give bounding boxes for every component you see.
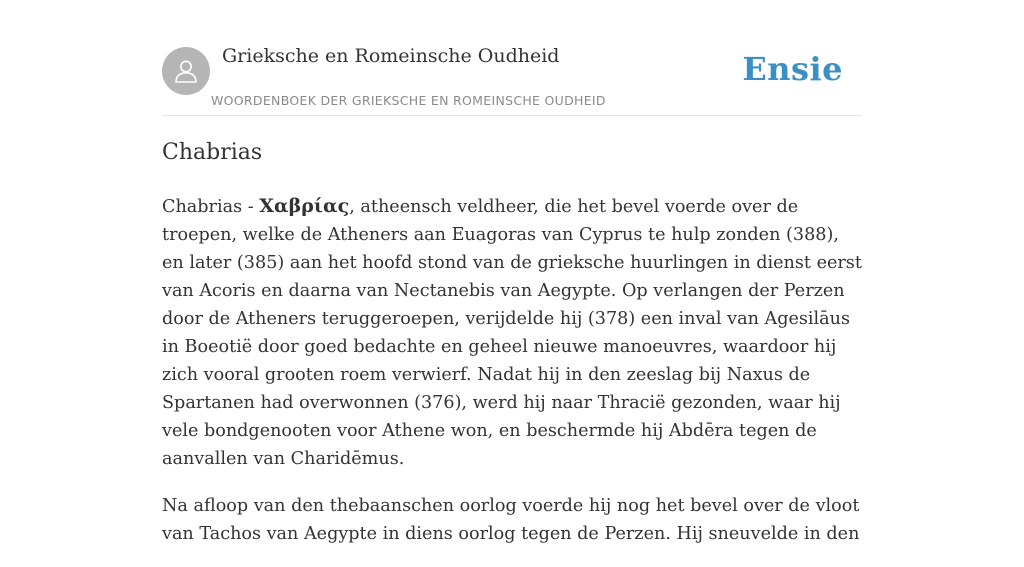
entry-body: [162, 192, 862, 567]
greek-term: Χαβρίας: [259, 195, 350, 217]
avatar[interactable]: [162, 47, 210, 95]
entry-paragraph-1: [162, 192, 862, 473]
site-header: [162, 0, 862, 116]
user-icon: [171, 56, 201, 86]
entry-lead: Chabrias -: [162, 197, 260, 217]
page-title: Chabrias: [162, 140, 263, 165]
entry-paragraph-1-text: , atheensch veldheer, die het bevel voerde over de troepen, welke de Atheners aan Euagoras van Cyprus te hulp zonden (388), en later (385) aan het hoofd stond van de grieksche huurlingen in dienst eerst van Acoris en daarna van Nectanebis van Aegypte. Op verlangen der Perzen door de Atheners teruggeroepen, verijdelde hij (378) een inval van Agesilāus in Boeotië door goed bedachte en geheel nieuwe manoeuvres, waardoor hij zich vooral grooten roem verwierf. Nadat hij in den zeeslag bij Naxus de Spartanen had overwonnen (376), werd hij naar Thracië gezonden, waar hij vele bondgenooten voor Athene won, en beschermde hij Abdēra tegen de aanvallen van Charidēmus.: [162, 197, 862, 469]
site-subtitle: WOORDENBOEK DER GRIEKSCHE EN ROMEINSCHE OUDHEID: [211, 93, 606, 108]
content-container: [162, 0, 862, 544]
site-title[interactable]: Grieksche en Romeinsche Oudheid: [222, 45, 560, 67]
brand-logo[interactable]: Ensie: [742, 50, 843, 88]
entry-paragraph-2: Na afloop van den thebaanschen oorlog voerde hij nog het bevel over de vloot van Tachos van Aegypte in diens oorlog tegen de Perzen. Hij sneuvelde in den: [162, 496, 860, 544]
